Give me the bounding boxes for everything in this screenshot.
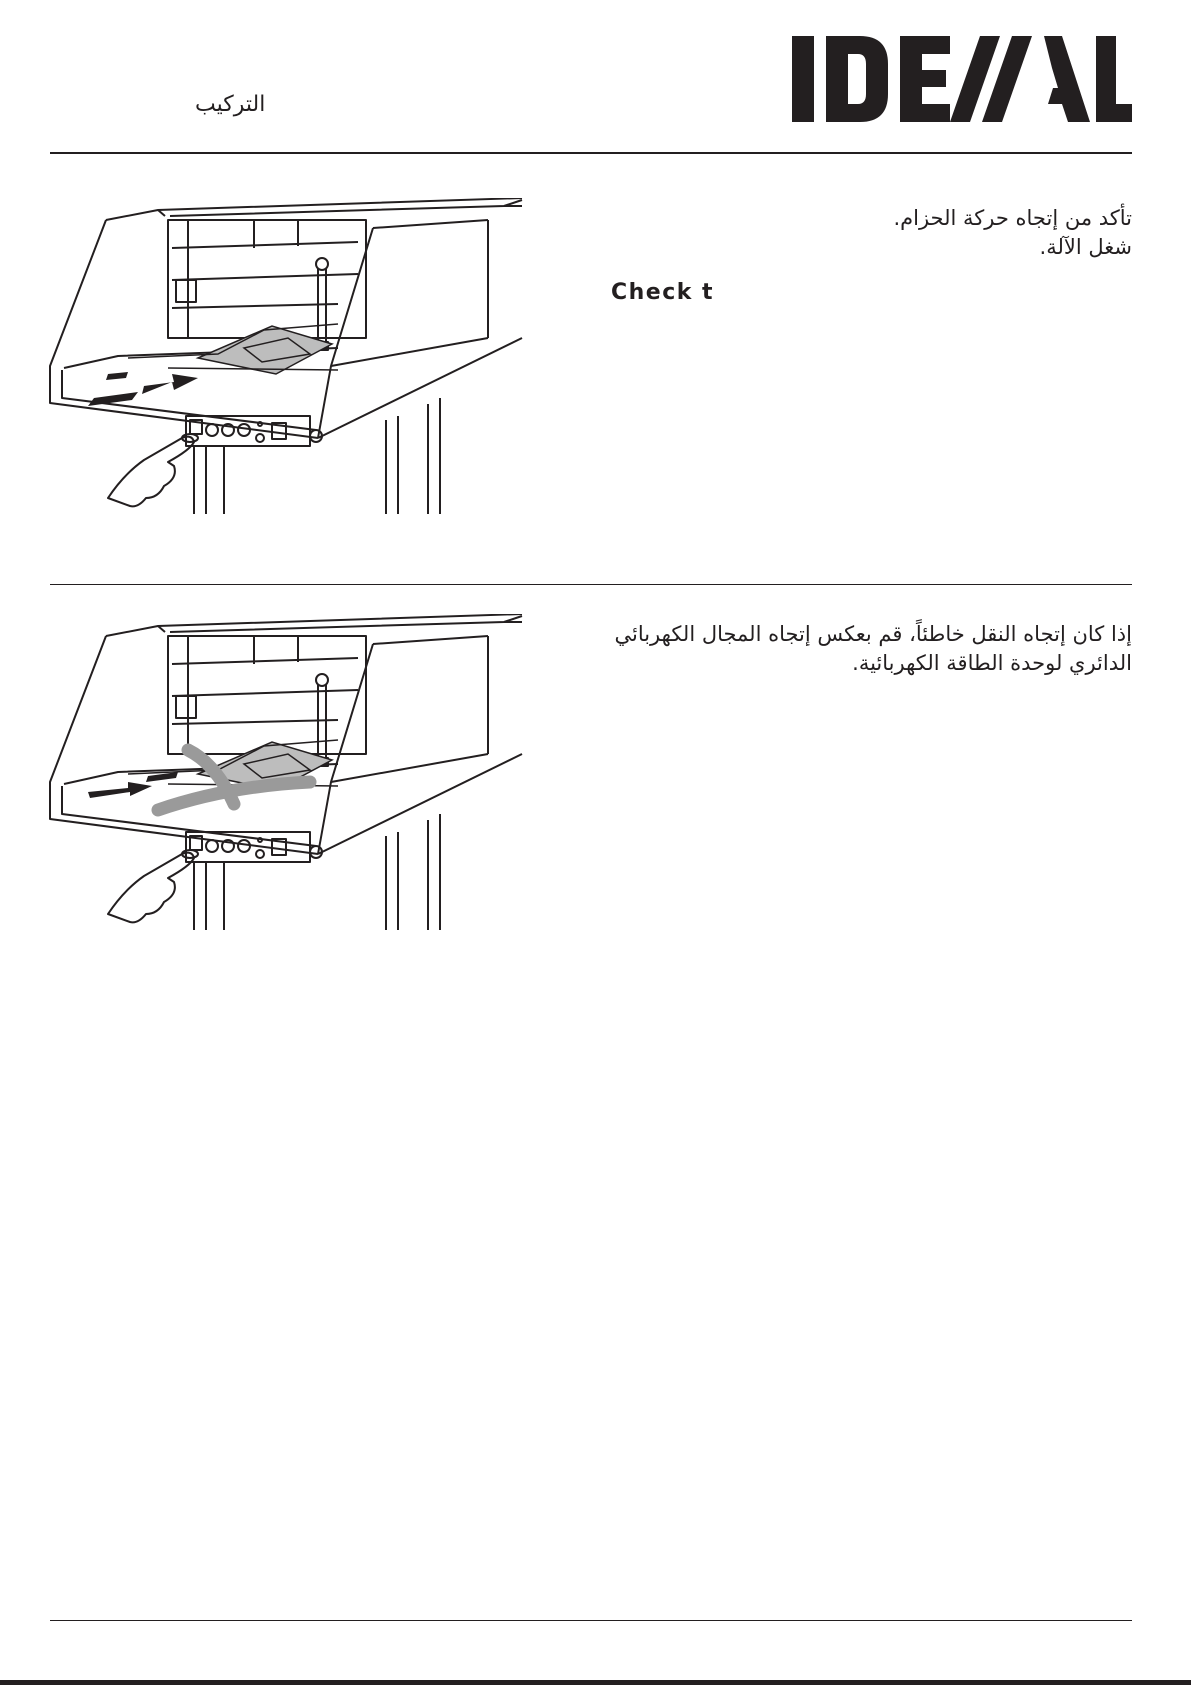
step2-line-1: إذا كان إتجاه النقل خاطئاً، قم بعكس إتجاه المجال الكهربائي (614, 622, 1132, 646)
machine-illustration-wrong-direction (48, 614, 524, 934)
page-edge-bar (0, 1680, 1191, 1685)
header-divider (50, 152, 1132, 154)
step1-line-2: شغل الآلة. (1039, 235, 1132, 259)
footer-divider (50, 1620, 1132, 1621)
step1-instructions (612, 204, 1132, 262)
step2-line-2: الدائري لوحدة الطاقة الكهربائية. (852, 651, 1132, 675)
step2-instructions (612, 620, 1132, 678)
section-divider (50, 584, 1132, 585)
ideal-logo (790, 34, 1132, 124)
page-header-title: التركيب (195, 92, 266, 117)
step1-line-1: تأكد من إتجاه حركة الحزام. (893, 206, 1132, 230)
machine-illustration-correct-direction (48, 198, 524, 518)
step1-note: Check t (611, 280, 715, 305)
